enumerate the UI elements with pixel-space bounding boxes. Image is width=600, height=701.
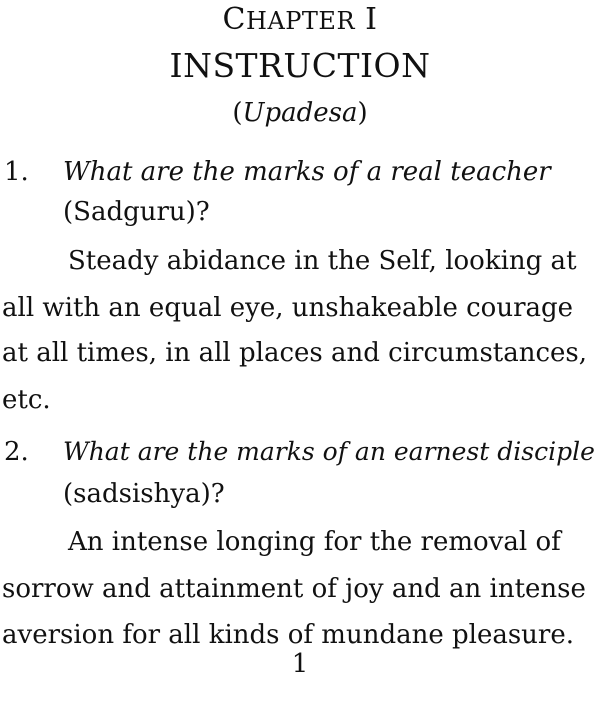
- question-number: 2.: [4, 437, 29, 467]
- question-number: 1.: [4, 157, 29, 187]
- subtitle-open-paren: (: [232, 98, 243, 128]
- answer-line: all with an equal eye, unshakeable courage: [2, 293, 574, 323]
- chapter-title: INSTRUCTION: [169, 46, 431, 85]
- answer-line: sorrow and attainment of joy and an intense: [2, 574, 586, 604]
- answer-line: An intense longing for the removal of: [68, 527, 561, 557]
- question-term: (sadsishya)?: [63, 479, 225, 509]
- chapter-number: I: [365, 2, 378, 37]
- question-text: What are the marks of an earnest disciple: [63, 437, 595, 466]
- chapter-subtitle: [0, 96, 600, 130]
- answer-line: aversion for all kinds of mundane pleasure.: [2, 620, 574, 650]
- page-number: 1: [291, 649, 309, 679]
- answer-line: at all times, in all places and circumstances,: [2, 338, 588, 368]
- answer-line: Steady abidance in the Self, looking at: [68, 246, 577, 276]
- chapter-label-initial: C: [222, 2, 247, 37]
- chapter-label: [0, 2, 600, 39]
- chapter-label-rest: HAPTER: [246, 7, 356, 35]
- subtitle-text: Upadesa: [242, 98, 358, 128]
- answer-line: etc.: [2, 385, 51, 415]
- question-term: (Sadguru)?: [63, 197, 210, 227]
- subtitle-close-paren: ): [357, 98, 368, 128]
- question-text: What are the marks of a real teacher: [63, 157, 551, 187]
